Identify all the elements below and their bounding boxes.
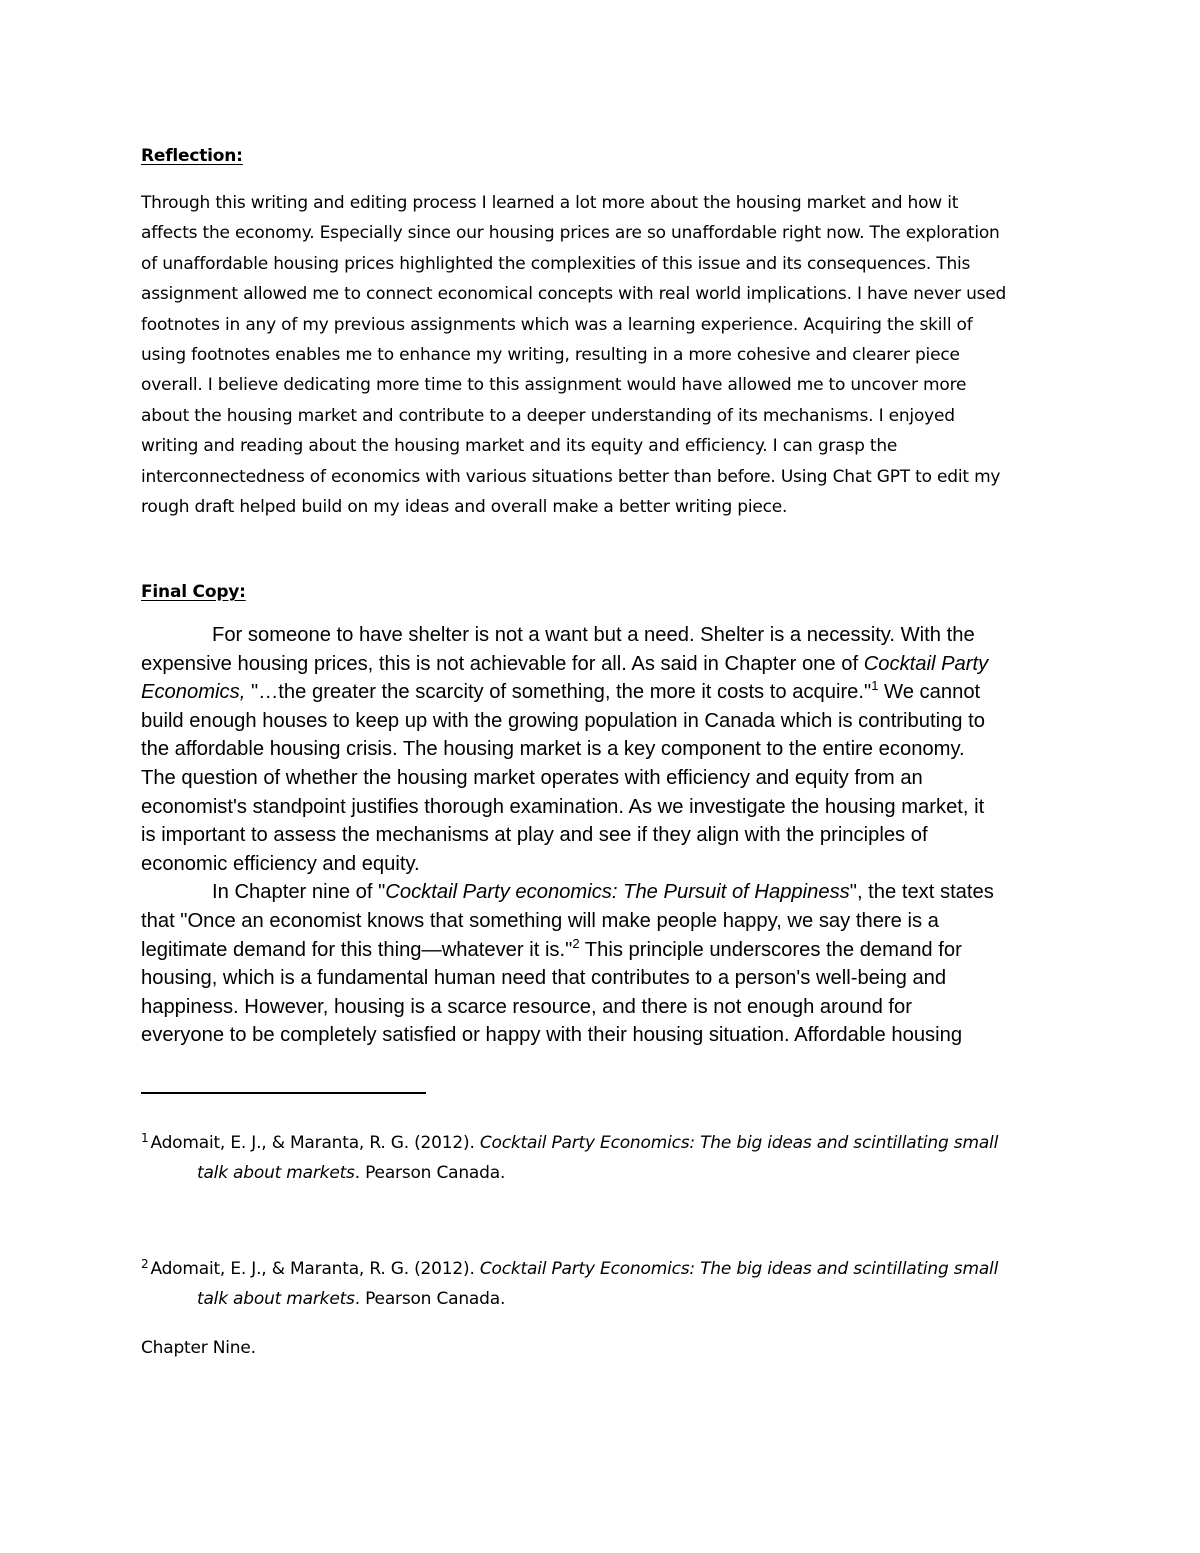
reflection-line: interconnectedness of economics with various situations better than before. Using Chat GPT to edit my	[141, 466, 1001, 487]
final-copy-text: ", the text states	[849, 881, 994, 904]
reflection-line: writing and reading about the housing market and its equity and efficiency. I can grasp the	[141, 436, 898, 457]
footnote-1	[141, 1128, 1071, 1188]
footnote-number: 1	[141, 1131, 149, 1145]
final-copy-line	[141, 650, 1071, 679]
book-title: Economics,	[141, 681, 246, 704]
chapter-note: Chapter Nine.	[141, 1338, 256, 1358]
reflection-line: of unaffordable housing prices highlighted the complexities of this issue and its consequences. This	[141, 253, 971, 274]
final-copy-line: everyone to be completely satisfied or happy with their housing situation. Affordable housing	[141, 1024, 963, 1047]
footnote-authors: Adomait, E. J., & Maranta, R. G. (2012).	[150, 1133, 480, 1153]
footnote-separator	[141, 1092, 426, 1094]
final-copy-line	[141, 678, 1071, 707]
quotation: "…the greater the scarcity of something, the more it costs to acquire."	[245, 681, 872, 704]
final-copy-text: We cannot	[878, 681, 981, 704]
final-copy-line: build enough houses to keep up with the growing population in Canada which is contributing to	[141, 709, 985, 732]
final-copy-line: economist's standpoint justifies thorough examination. As we investigate the housing market, it	[141, 795, 985, 818]
reflection-line: affects the economy. Especially since our housing prices are so unaffordable right now. The exploration	[141, 223, 1000, 244]
reflection-line: Through this writing and editing process I learned a lot more about the housing market and how it	[141, 193, 959, 213]
footnote-publisher: . Pearson Canada.	[354, 1163, 506, 1183]
final-copy-line	[141, 621, 1071, 650]
footnote-title: talk about markets	[197, 1163, 355, 1183]
final-copy-line: happiness. However, housing is a scarce resource, and there is not enough around for	[141, 995, 912, 1018]
reflection-line: footnotes in any of my previous assignments which was a learning experience. Acquiring the skill of	[141, 314, 973, 335]
final-copy-line: economic efficiency and equity.	[141, 852, 420, 875]
final-copy-text: In Chapter nine of "	[212, 881, 386, 904]
reflection-line: rough draft helped build on my ideas and overall make a better writing piece.	[141, 496, 788, 517]
final-copy-text: expensive housing prices, this is not achievable for all. As said in Chapter one of	[141, 652, 864, 675]
final-copy-line: that "Once an economist knows that something will make people happy, we say there is a	[141, 909, 939, 932]
final-copy-heading: Final Copy:	[141, 582, 246, 602]
footnote-ref-2[interactable]: 2	[572, 935, 580, 951]
final-copy-line: the affordable housing crisis. The housing market is a key component to the entire economy.	[141, 738, 965, 761]
footnote-line	[141, 1284, 1071, 1314]
footnote-line	[141, 1254, 1071, 1284]
final-copy-text: For someone to have shelter is not a want but a need. Shelter is a necessity. With the	[212, 624, 975, 646]
book-title: Cocktail Party economics: The Pursuit of Happiness	[385, 881, 850, 904]
reflection-paragraph	[141, 188, 1061, 522]
footnote-number: 2	[141, 1257, 149, 1271]
footnote-publisher: . Pearson Canada.	[354, 1289, 506, 1309]
reflection-line: assignment allowed me to connect economical concepts with real world implications. I have never used	[141, 284, 1007, 305]
reflection-line: overall. I believe dedicating more time to this assignment would have allowed me to uncover more	[141, 375, 967, 396]
final-copy-line: is important to assess the mechanisms at play and see if they align with the principles of	[141, 824, 928, 847]
footnote-title: Cocktail Party Economics: The big ideas and scintillating small	[479, 1259, 999, 1279]
footnote-title: talk about markets	[197, 1289, 355, 1309]
book-title: Cocktail Party	[863, 652, 989, 675]
final-copy-line	[141, 936, 1071, 965]
final-copy-line: The question of whether the housing market operates with efficiency and equity from an	[141, 766, 923, 789]
final-copy-line	[141, 878, 1071, 907]
final-copy-text: This principle underscores the demand for	[579, 938, 962, 961]
footnote-2	[141, 1254, 1071, 1314]
final-copy-line: housing, which is a fundamental human need that contributes to a person's well-being and	[141, 967, 947, 990]
footnote-line	[141, 1158, 1071, 1188]
final-copy-text: legitimate demand for this thing—whatever it is."	[141, 938, 573, 961]
final-copy-body	[141, 621, 1071, 1050]
footnote-ref-1[interactable]: 1	[871, 678, 879, 694]
reflection-line: using footnotes enables me to enhance my writing, resulting in a more cohesive and clearer piece	[141, 344, 960, 365]
footnote-authors: Adomait, E. J., & Maranta, R. G. (2012).	[150, 1259, 480, 1279]
footnote-title: Cocktail Party Economics: The big ideas and scintillating small	[479, 1133, 999, 1153]
footnote-line	[141, 1128, 1071, 1158]
reflection-heading: Reflection:	[141, 146, 243, 166]
reflection-line: about the housing market and contribute to a deeper understanding of its mechanisms. I enjoyed	[141, 405, 955, 426]
